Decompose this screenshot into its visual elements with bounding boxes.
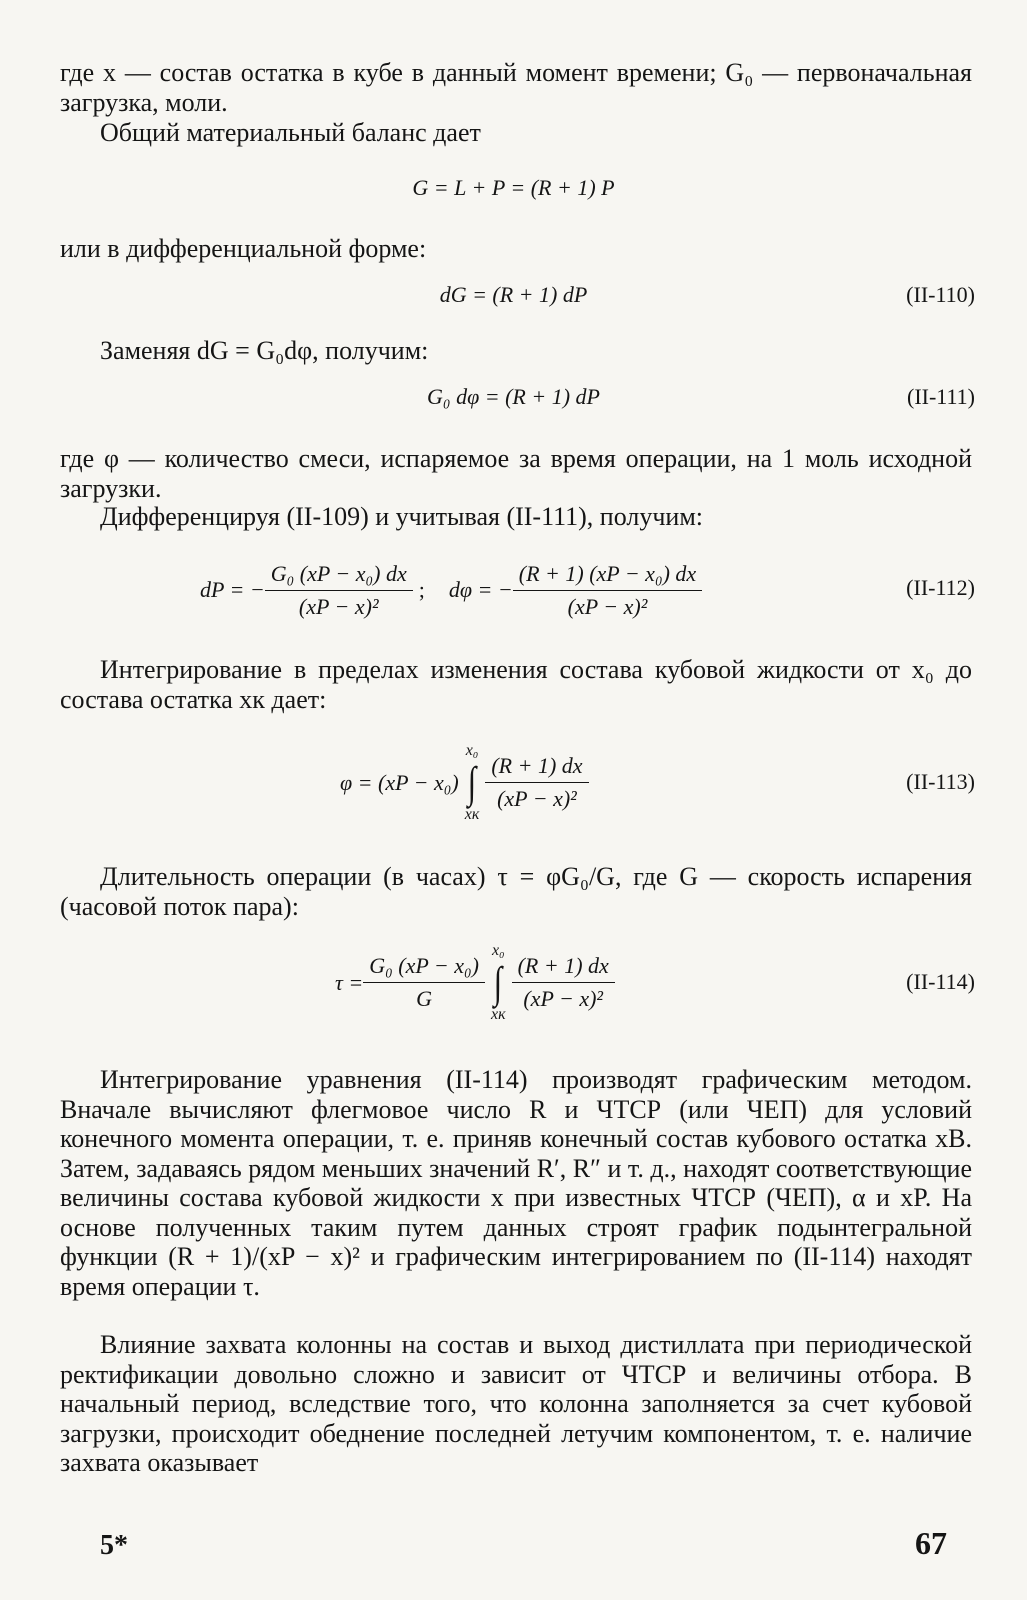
equation-II-113-body [340, 735, 589, 830]
paragraph-duration: Длительность операции (в часах) τ = φG₀/G, где G — скорость испарения (часовой поток пара): [60, 862, 972, 921]
equation-number-II-110: (II-110) [906, 282, 975, 307]
eq113-fraction [485, 753, 588, 812]
eq113-integral [465, 742, 480, 824]
equation-number-II-114: (II-114) [906, 969, 975, 994]
eq112-separator: ; [418, 577, 425, 602]
signature-mark: 5* [100, 1530, 128, 1561]
equation-number-II-113: (II-113) [906, 769, 975, 794]
eq112-numerator1: G₀ (xP − x₀) dx [265, 561, 413, 591]
eq114-numerator2: (R + 1) dx [512, 953, 615, 983]
equation-II-111-body: G₀ dφ = (R + 1) dP [427, 384, 600, 409]
eq114-integral [491, 942, 506, 1024]
paragraph-differentiating: Дифференцируя (II-109) и учитывая (II-111), получим: [100, 502, 704, 531]
eq112-lhs2: dφ = − [448, 577, 513, 602]
eq112-denominator1: (xP − x)² [298, 593, 379, 619]
eq112-numerator2: (R + 1) (xP − x₀) dx [513, 561, 702, 591]
paragraph-balance-intro: Общий материальный баланс дает [100, 118, 481, 147]
eq113-lhs: φ = (xP − x₀) [340, 769, 459, 795]
eq112-lhs1: dP = − [200, 577, 265, 602]
equation-number-II-111: (II-111) [907, 384, 975, 409]
eq114-upper-limit: x₀ [491, 941, 505, 959]
paragraph-graphical-method: Интегрирование уравнения (II-114) производят графическим методом. Вначале вычисляют флегмовое число R и ЧТСР (или ЧЕП) для условий конечного момента операции, т. е. приняв конечный состав кубового остатка xB. Затем, задаваясь рядом меньших значений R′, R″ и т. д., находят соответствующие величины состава кубовой жидкости x при известных ЧТСР (ЧЕП), α и xP. На основе полученных таким путем данных строят график подынтегральной функции (R + 1)/(xP − x)² и графическим интегрированием по (II-114) находят время операции τ. [60, 1065, 972, 1301]
eq113-lower-limit: xк [464, 805, 480, 823]
paragraph-definitions: где x — состав остатка в кубе в данный момент времени; G₀ — первоначальная загрузка, моли. [60, 58, 972, 117]
integral-sign-icon: ∫ [467, 757, 477, 807]
equation-II-110-body: dG = (R + 1) dP [439, 282, 588, 307]
eq114-numerator1: G₀ (xP − x₀) [363, 953, 485, 983]
eq114-denominator1: G [416, 986, 433, 1011]
paragraph-integration: Интегрирование в пределах изменения состава кубовой жидкости от x₀ до состава остатка xк дает: [60, 655, 972, 714]
eq113-denominator: (xP − x)² [497, 786, 577, 811]
equation-II-114-body [335, 935, 615, 1030]
eq114-fraction1 [363, 953, 485, 1012]
page-number: 67 [915, 1525, 947, 1561]
eq112-fraction1 [265, 561, 413, 620]
paragraph-phi-definition: где φ — количество смеси, испаряемое за время операции, на 1 моль исходной загрузки. [60, 444, 972, 503]
eq114-fraction2 [512, 953, 615, 1012]
paragraph-substitution: Заменяя dG = G₀dφ, получим: [100, 336, 429, 365]
equation-II-112 [0, 555, 1027, 625]
eq112-fraction2 [513, 561, 702, 620]
equation-II-114 [0, 935, 1027, 1030]
integral-sign-icon: ∫ [494, 957, 503, 1007]
eq113-numerator: (R + 1) dx [485, 753, 588, 783]
equation-number-II-112: (II-112) [906, 575, 975, 600]
eq113-upper-limit: x₀ [465, 741, 479, 759]
equation-material-balance: G = L + P = (R + 1) P [412, 175, 615, 200]
eq114-lhs: τ = [335, 969, 364, 995]
eq112-denominator2: (xP − x)² [567, 593, 648, 619]
equation-II-112-body [200, 555, 702, 625]
eq114-denominator2: (xP − x)² [523, 986, 604, 1011]
paragraph-differential-form: или в дифференциальной форме: [60, 234, 427, 263]
equation-II-113 [0, 735, 1027, 830]
eq114-lower-limit: xк [491, 1005, 506, 1023]
paragraph-holdup-effect: Влияние захвата колонны на состав и выход дистиллата при периодической ректификации довольно сложно и зависит от ЧТСР и величины отбора. В начальный период, вследствие того, что колонна заполняется за счет кубовой загрузки, происходит обеднение последней летучим компонентом, т. е. наличие захвата оказывает [60, 1330, 972, 1477]
